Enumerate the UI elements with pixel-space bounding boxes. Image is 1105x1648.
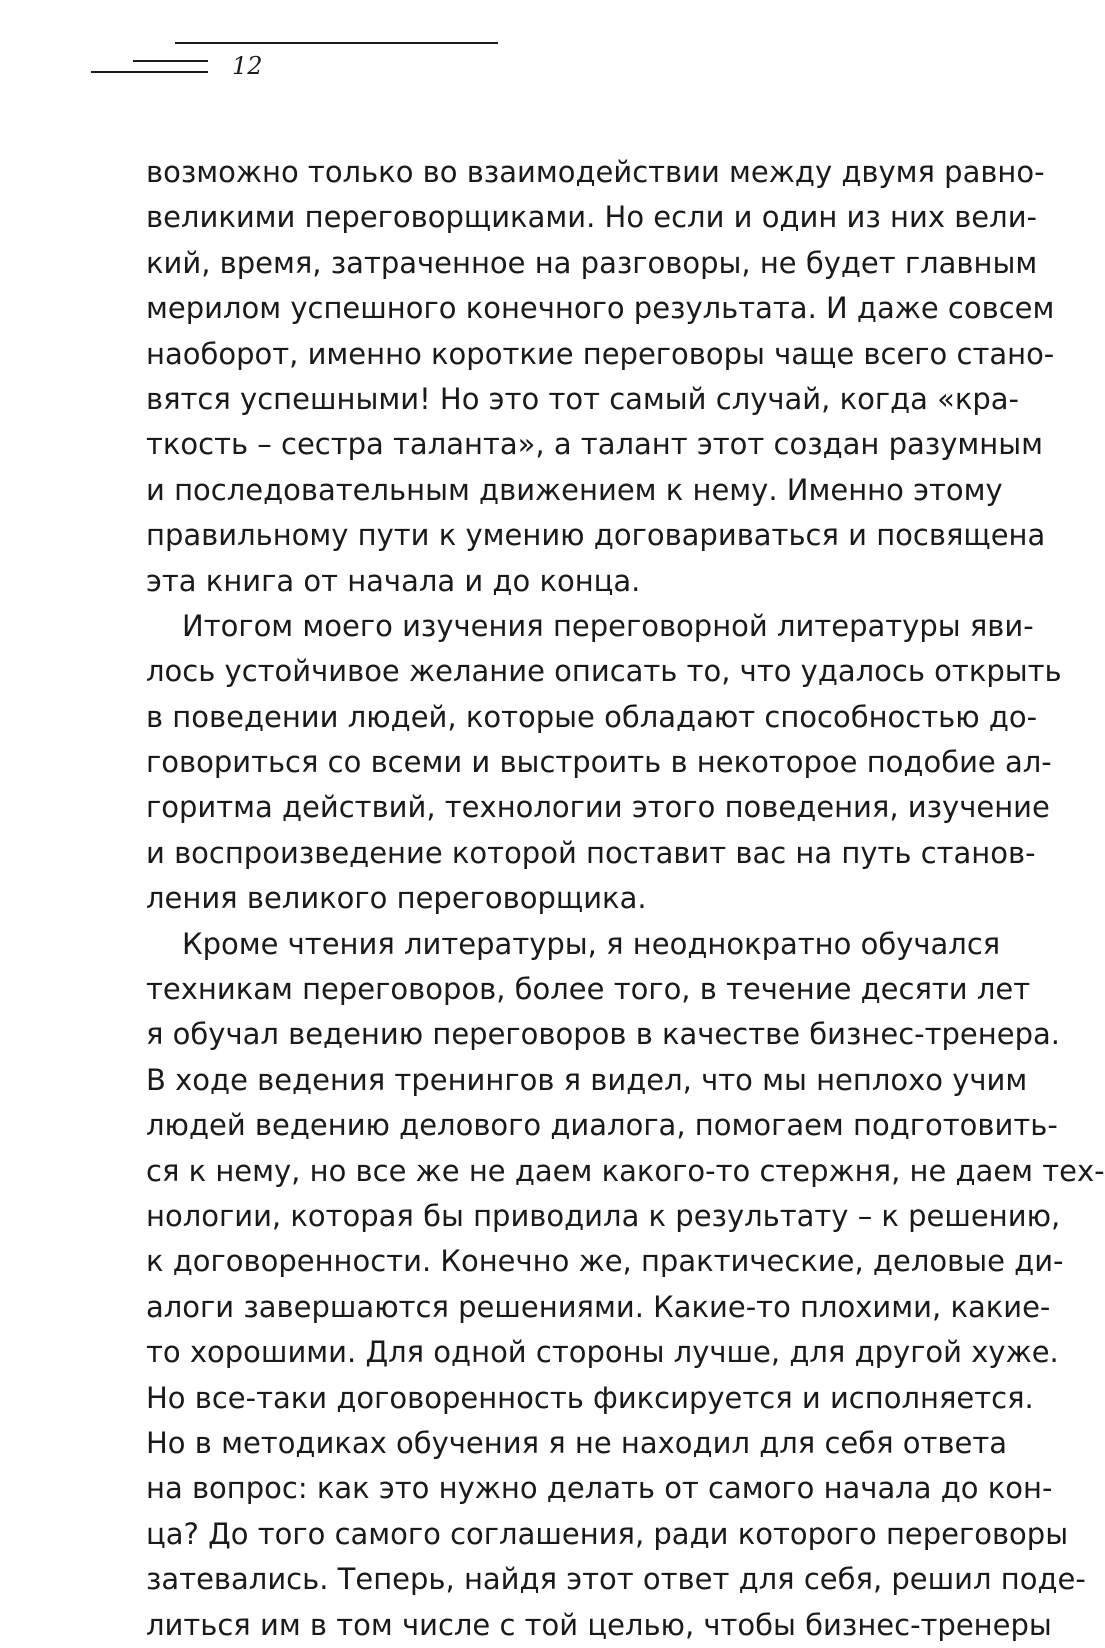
paragraph-end-line: эта книга от начала и до конца.: [146, 563, 641, 598]
text-line: в поведении людей, которые обладают способностью до-: [146, 699, 1038, 734]
text-line: то хорошими. Для одной стороны лучше, для другой хуже.: [146, 1335, 1059, 1370]
text-line: затевались. Теперь, найдя этот ответ для себя, решил поде-: [146, 1562, 1086, 1597]
body-text: [146, 150, 1105, 1648]
text-line: я обучал ведению переговоров в качестве бизнес-тренера.: [146, 1017, 1060, 1052]
text-line: В ходе ведения тренингов я видел, что мы неплохо учим: [146, 1062, 1028, 1097]
text-line: ткость – сестра таланта», а талант этот создан разумным: [146, 427, 1043, 462]
text-line: и последовательным движением к нему. Именно этому: [146, 472, 1003, 507]
text-line: говориться со всеми и выстроить в некоторое подобие ал-: [146, 745, 1052, 780]
paragraph-end-line: ления великого переговорщика.: [146, 881, 647, 916]
text-line: литься им в том числе с той целью, чтобы бизнес-тренеры: [146, 1607, 1052, 1642]
header-rule-middle: [133, 60, 208, 62]
text-line: кий, время, затраченное на разговоры, не будет главным: [146, 245, 1038, 280]
paragraph-first-line: Кроме чтения литературы, я неоднократно обучался: [182, 926, 1001, 961]
text-line: горитма действий, технологии этого поведения, изучение: [146, 790, 1050, 825]
text-line: мерилом успешного конечного результата. И даже совсем: [146, 291, 1055, 326]
text-line: алоги завершаются решениями. Какие-то плохими, какие-: [146, 1289, 1051, 1324]
text-line: правильному пути к умению договариваться и посвящена: [146, 518, 1046, 553]
header-rule-top: [175, 42, 498, 44]
text-line: вятся успешными! Но это тот самый случай, когда «кра-: [146, 381, 1020, 416]
text-line: наоборот, именно короткие переговоры чаще всего стано-: [146, 336, 1055, 371]
text-line: лось устойчивое желание описать то, что удалось открыть: [146, 654, 1062, 689]
text-line: к договоренности. Конечно же, практические, деловые ди-: [146, 1244, 1064, 1279]
text-line: Но все-таки договоренность фиксируется и исполняется.: [146, 1380, 1034, 1415]
text-line: великими переговорщиками. Но если и один из них вели-: [146, 200, 1037, 235]
paragraph-first-line: Итогом моего изучения переговорной литературы яви-: [182, 608, 1034, 643]
text-line: техникам переговоров, более того, в течение десяти лет: [146, 972, 1031, 1007]
text-line: ся к нему, но все же не даем какого-то стержня, не даем тех-: [146, 1153, 1105, 1188]
text-line: ца? До того самого соглашения, ради которого переговоры: [146, 1516, 1069, 1551]
text-line: возможно только во взаимодействии между двумя равно-: [146, 155, 1045, 189]
header-rule-bottom: [91, 71, 208, 73]
text-line: и воспроизведение которой поставит вас на путь станов-: [146, 835, 1036, 870]
text-line: нологии, которая бы приводила к результату – к решению,: [146, 1198, 1061, 1233]
text-line: людей ведению делового диалога, помогаем подготовить-: [146, 1108, 1058, 1143]
text-line: на вопрос: как это нужно делать от самого начала до кон-: [146, 1471, 1053, 1506]
page-number: 12: [232, 52, 263, 80]
text-line: Но в методиках обучения я не находил для себя ответа: [146, 1425, 1008, 1460]
